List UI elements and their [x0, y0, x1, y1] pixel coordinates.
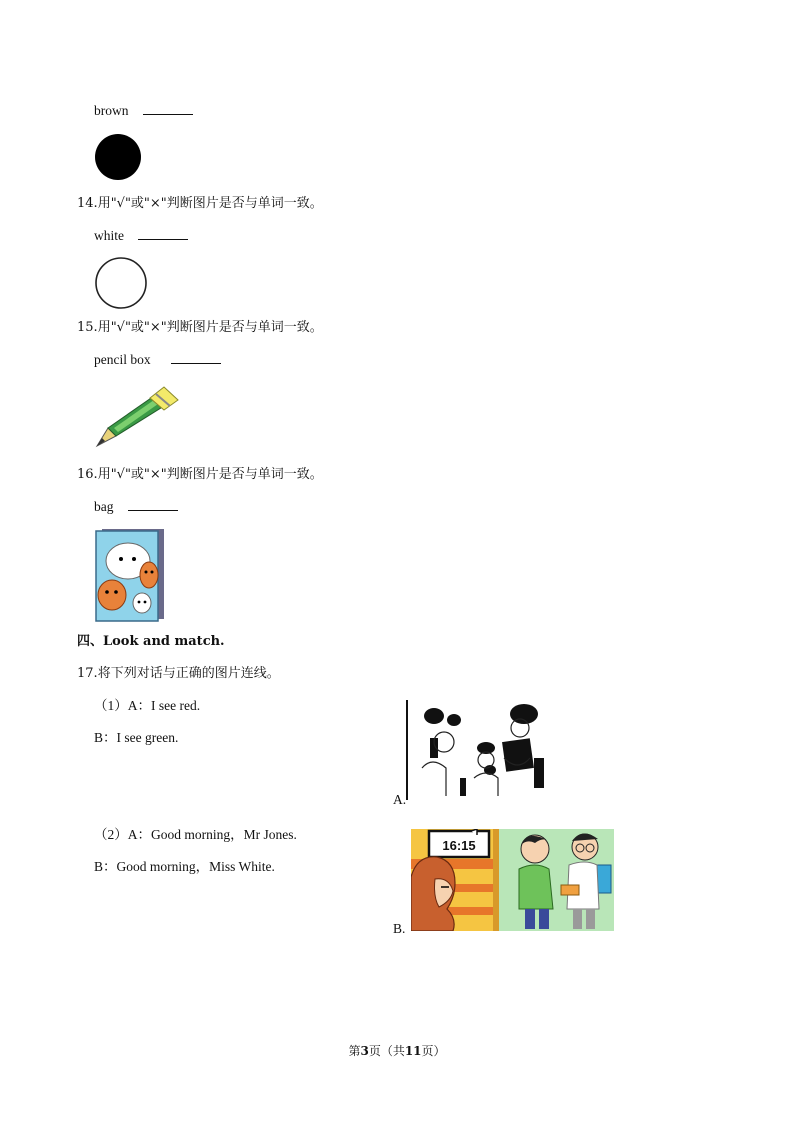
question-number: 14. [77, 196, 98, 211]
answer-blank[interactable] [171, 353, 221, 364]
question-number: 15. [77, 320, 98, 335]
question-number: 16. [77, 467, 98, 482]
section-title: 四、Look and match. [77, 634, 225, 649]
question-instruction: 用"√"或"×"判断图片是否与单词一致。 [97, 320, 323, 335]
option-b-label: B. [393, 921, 406, 936]
footer-prefix: 第 [348, 1044, 361, 1058]
question-17 [77, 666, 280, 682]
word-label: pencil box [94, 352, 151, 367]
footer-total: 11 [404, 1044, 422, 1058]
pen-image [94, 384, 180, 450]
question-15 [77, 320, 323, 336]
question-instruction: 用"√"或"×"判断图片是否与单词一致。 [97, 467, 323, 482]
answer-blank[interactable] [143, 104, 193, 115]
option-a-image[interactable] [404, 698, 556, 802]
option-b-image[interactable] [411, 829, 614, 931]
dialog-1-line-a: （1）A：I see red. [94, 698, 201, 713]
word-brown [94, 103, 193, 119]
question-number: 17. [77, 666, 98, 681]
word-pencil-box [94, 352, 221, 368]
word-label: bag [94, 499, 114, 514]
dialog-2-line-b: B：Good morning，Miss White. [94, 859, 275, 874]
white-circle-image [94, 256, 150, 310]
answer-blank[interactable] [128, 500, 178, 511]
page-footer [0, 1042, 794, 1059]
word-label: white [94, 228, 124, 243]
dialog-2-line-a: （2）A：Good morning，Mr Jones. [94, 827, 297, 842]
answer-blank[interactable] [138, 229, 188, 240]
word-label: brown [94, 103, 129, 118]
question-instruction: 将下列对话与正确的图片连线。 [97, 666, 280, 681]
question-14 [77, 196, 323, 212]
notebook-image [94, 527, 166, 623]
footer-page: 3 [360, 1044, 369, 1058]
black-circle-image [94, 133, 144, 181]
dialog-1-line-b: B：I see green. [94, 730, 179, 745]
option-a-label: A. [393, 792, 407, 807]
question-16 [77, 467, 323, 483]
word-white [94, 228, 188, 244]
footer-middle: 页（共 [368, 1044, 405, 1058]
footer-suffix: 页） [421, 1044, 446, 1058]
clock-time: 16:15 [442, 838, 476, 853]
word-bag [94, 499, 178, 515]
question-instruction: 用"√"或"×"判断图片是否与单词一致。 [97, 196, 323, 211]
